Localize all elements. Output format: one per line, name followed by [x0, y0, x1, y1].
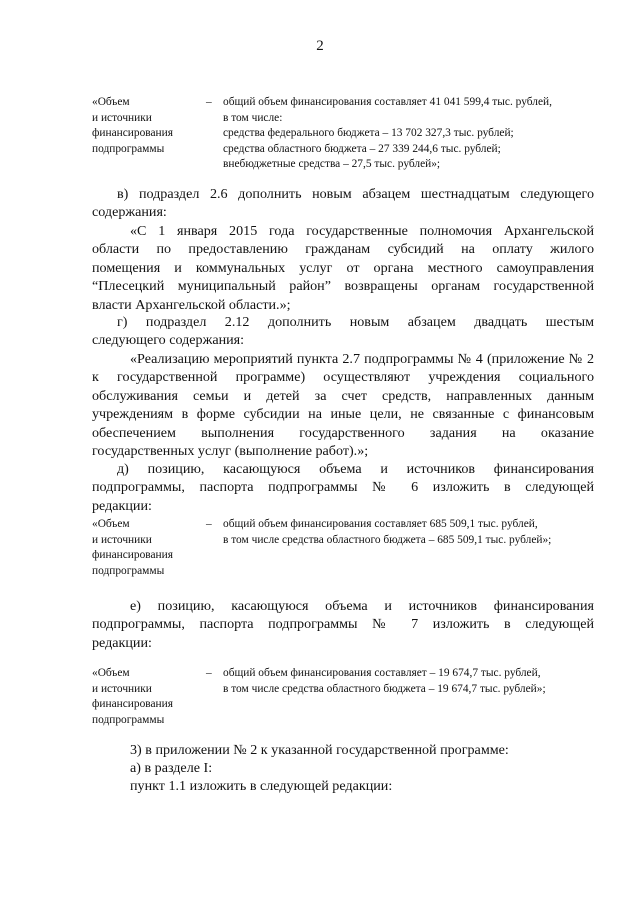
passport-value: общий объем финансирования составляет 685 509,1 тыс. рублей, в том числе средства областного бюджета – 685 509,1 тыс. рублей»;: [223, 518, 552, 546]
passport-block-subprogram-7: [92, 666, 612, 730]
paragraph-3: 3) в приложении № 2 к указанной государственной программе:: [130, 742, 509, 758]
paragraph-g: г) подраздел 2.12 дополнить новым абзацем двадцать шестым следующего содержания:: [92, 314, 594, 349]
quote-paragraph-1: «С 1 января 2015 года государственные полномочия Архангельской области по предоставлению гражданам субсидий на оплату жилого помещения и коммунальных услуг от органа местного самоуправления “Плесецкий муниципальный район” возвращены органам государственной власти Архангельской области.»;: [92, 223, 594, 313]
paragraph-d: д) позицию, касающуюся объема и источников финансирования подпрограммы, паспорта подпрограммы № 6 изложить в следующей редакции:: [92, 461, 594, 514]
quote-paragraph-2: «Реализацию мероприятий пункта 2.7 подпрограммы № 4 (приложение № 2 к государственной программе) осуществляют учреждения социального обслуживания семьи и детей за счет средств, направленных данным учреждениям в форме субсидии на иные цели, не связанные с финансовым обеспечением выполнения государственного задания на оказание государственных услуг (выполнение работ).»;: [92, 351, 594, 459]
paragraph-punkt: пункт 1.1 изложить в следующей редакции:: [130, 778, 393, 794]
passport-value: общий объем финансирования составляет – 19 674,7 тыс. рублей, в том числе средства областного бюджета – 19 674,7 тыс. рублей»;: [223, 667, 546, 695]
paragraph-v: в) подраздел 2.6 дополнить новым абзацем шестнадцатым следующего содержания:: [92, 186, 594, 221]
passport-value: общий объем финансирования составляет 41 041 599,4 тыс. рублей, в том числе: средства федерального бюджета – 13 702 327,3 тыс. рублей; средства областного бюджета – 27 339 244,6 тыс. рублей; внебюджетные средства – 27,5 тыс. рублей»;: [223, 96, 552, 171]
passport-dash: –: [206, 96, 212, 108]
passport-block-subprogram-6: [92, 517, 612, 581]
paragraph-e: е) позицию, касающуюся объема и источников финансирования подпрограммы, паспорта подпрограммы № 7 изложить в следующей редакции:: [92, 598, 594, 651]
passport-dash: –: [206, 667, 212, 679]
passport-dash: –: [206, 518, 212, 530]
page-number: 2: [316, 38, 324, 54]
paragraph-a: а) в разделе I:: [130, 760, 213, 776]
passport-block-subprogram-funding: [92, 95, 612, 175]
passport-label: «Объем и источники финансирования подпрограммы: [92, 518, 173, 577]
passport-label: «Объем и источники финансирования подпрограммы: [92, 96, 173, 155]
passport-label: «Объем и источники финансирования подпрограммы: [92, 667, 173, 726]
